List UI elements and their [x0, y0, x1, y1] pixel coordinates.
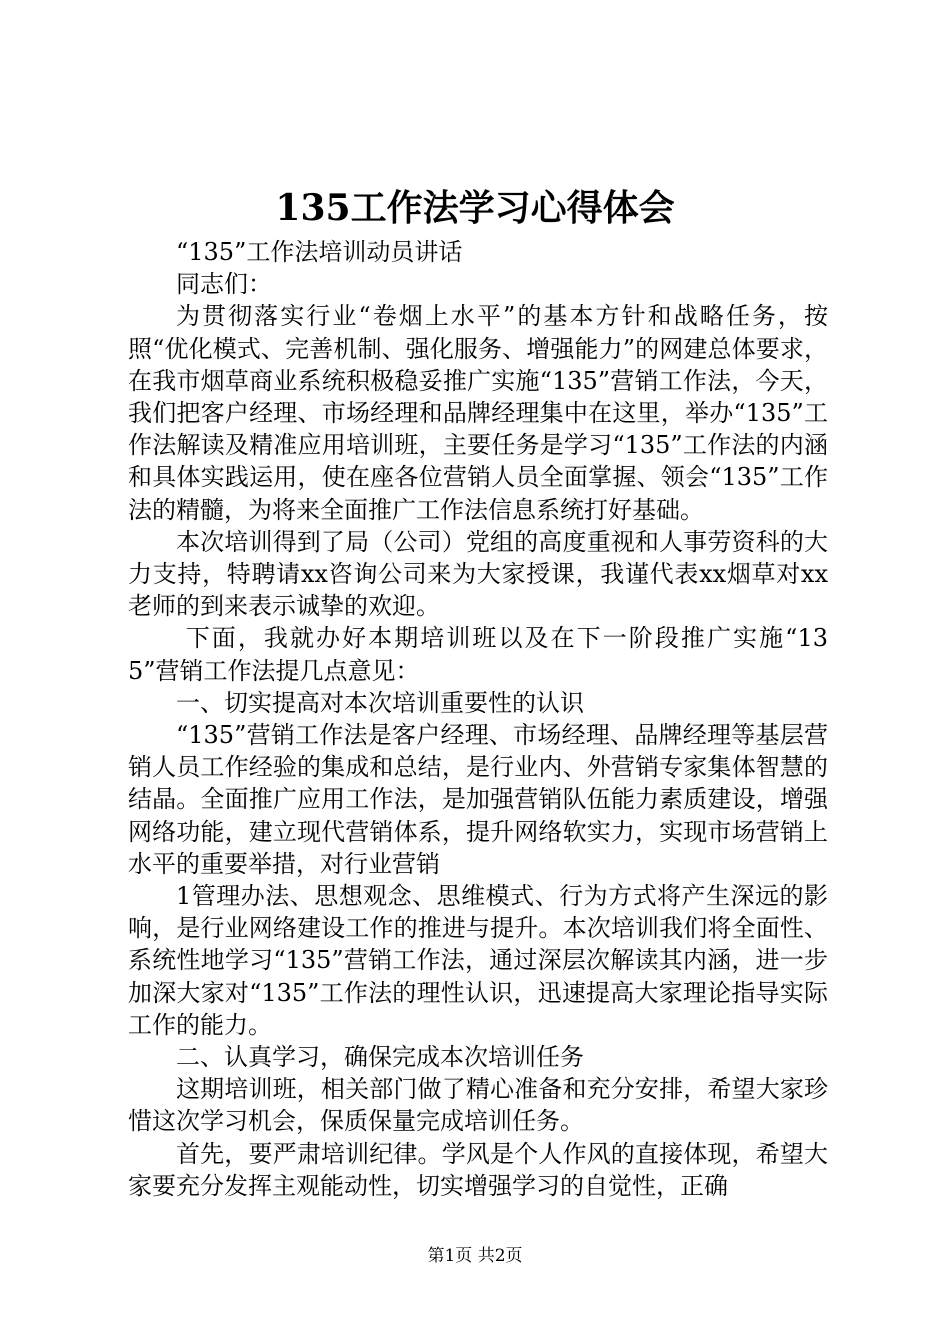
section-heading-1: 一、切实提高对本次培训重要性的认识	[176, 688, 584, 717]
paragraph-section-1-b: 1管理办法、思想观念、思维模式、行为方式将产生深远的影响，是行业网络建设工作的推进与提升。本次培训我们将全面性、系统性地学习“135”营销工作法，通过深层次解读其内涵，进一步加深大家对“135”工作法的理性认识，迅速提高大家理论指导实际工作的能力。	[128, 882, 828, 1039]
paragraph-section-1-a: “135”营销工作法是客户经理、市场经理、品牌经理等基层营销人员工作经验的集成和总结，是行业内、外营销专家集体智慧的结晶。全面推广应用工作法，是加强营销队伍能力素质建设，增强网络功能，建立现代营销体系，提升网络软实力，实现市场营销上水平的重要举措，对行业营销	[128, 721, 828, 878]
section-heading-2: 二、认真学习，确保完成本次培训任务	[176, 1043, 584, 1072]
page-footer: 第1页 共2页	[427, 1246, 523, 1266]
document-body	[128, 236, 828, 1202]
paragraph-acknowledgement: 本次培训得到了局（公司）党组的高度重视和人事劳资科的大力支持，特聘请xx咨询公司来为大家授课，我谨代表xx烟草对xx老师的到来表示诚挚的欢迎。	[128, 527, 828, 621]
paragraph-section-2-a: 这期培训班，相关部门做了精心准备和充分安排，希望大家珍惜这次学习机会，保质保量完成培训任务。	[128, 1075, 828, 1136]
paragraph-opinions-lead: 下面，我就办好本期培训班以及在下一阶段推广实施“135”营销工作法提几点意见：	[128, 624, 828, 685]
paragraph-intro: 为贯彻落实行业“卷烟上水平”的基本方针和战略任务，按照“优化模式、完善机制、强化服务、增强能力”的网建总体要求，在我市烟草商业系统积极稳妥推广实施“135”营销工作法，今天，我们把客户经理、市场经理和品牌经理集中在这里，举办“135”工作法解读及精准应用培训班，主要任务是学习“135”工作法的内涵和具体实践运用，使在座各位营销人员全面掌握、领会“135”工作法的精髓，为将来全面推广工作法信息系统打好基础。	[128, 302, 828, 524]
paragraph-salutation: 同志们：	[176, 270, 272, 299]
paragraph-section-2-b: 首先，要严肃培训纪律。学风是个人作风的直接体现，希望大家要充分发挥主观能动性，切实增强学习的自觉性，正确	[128, 1139, 828, 1200]
document-title: 135工作法学习心得体会	[275, 187, 675, 229]
paragraph-speech-heading: “135”工作法培训动员讲话	[176, 238, 463, 266]
